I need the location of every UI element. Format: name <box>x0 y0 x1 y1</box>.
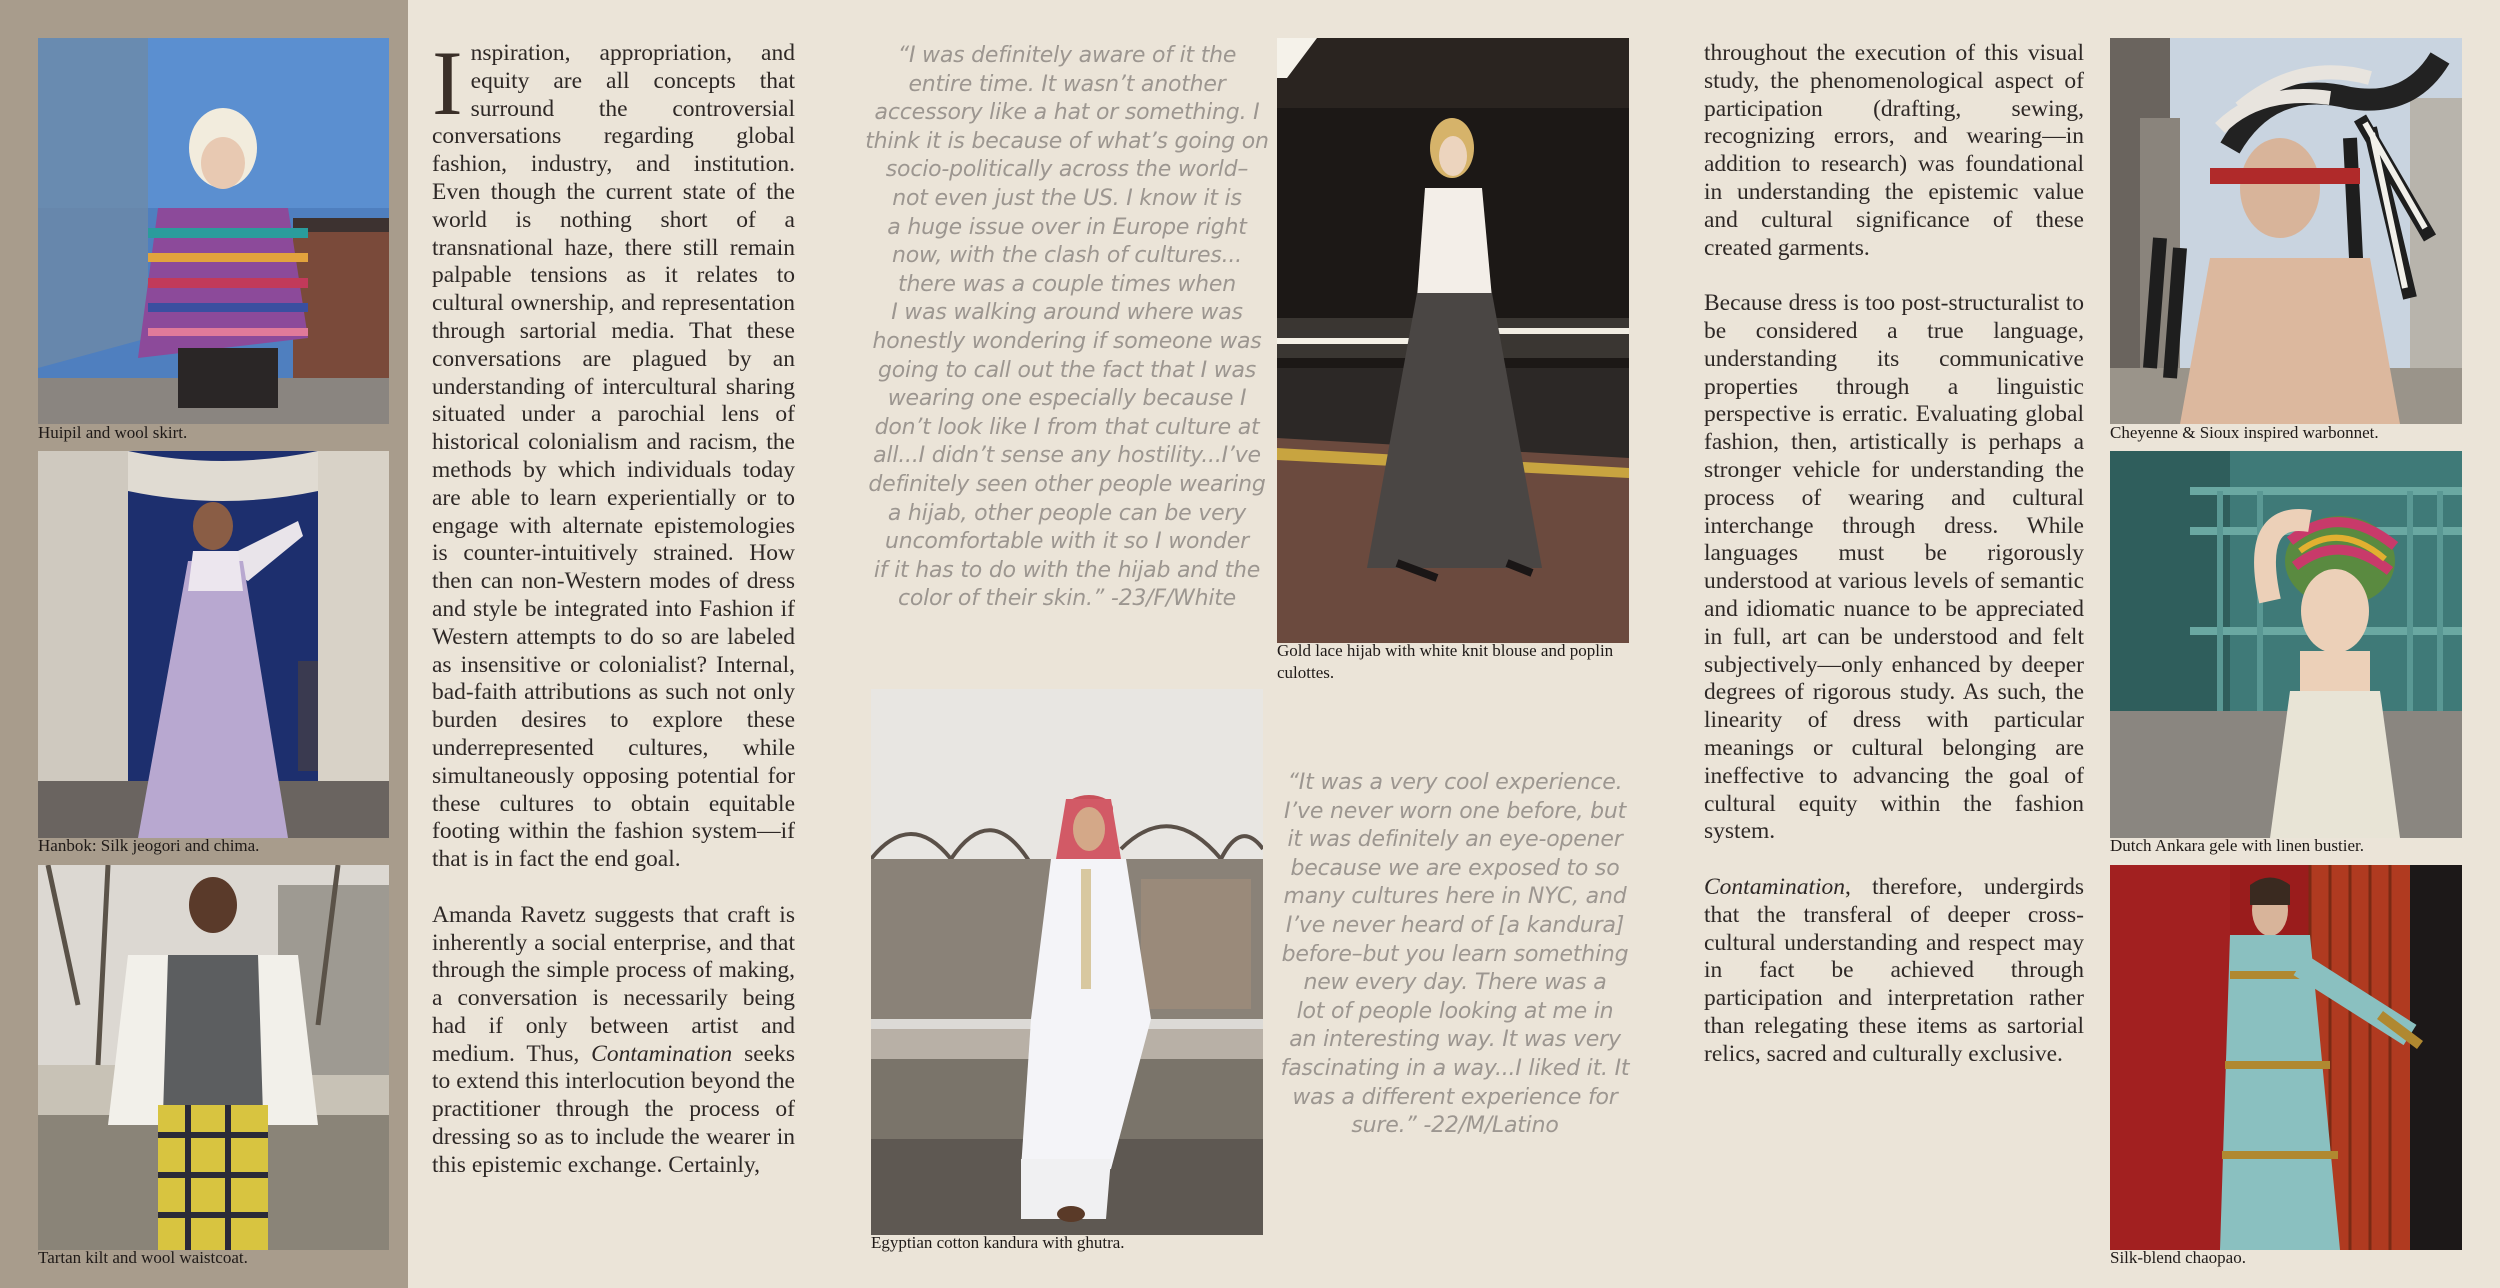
essay-paragraph: Because dress is too post-structuralist to be considered a true language, understanding its communicative properties through a linguistic perspective is erratic. Evaluating global fashion, then, artistically is perhaps a stronger vehicle for understanding the process of wearing and cultural interchange through dress. While languages must be rigorously understood at various levels of semantic and idiomatic nuance to be appreciated in full, art can be understood and felt subjectively—only enhanced by deeper degrees of rigorous study. As such, the linearity of dress with particular meanings or cultural belonging are ineffective to advancing the goal of cultural equity within the fashion system. <box>1704 290 2084 845</box>
quote-line: I was walking around where was <box>891 300 1243 326</box>
quote-line: fascinating in a way...I liked it. It <box>1280 1055 1630 1081</box>
photo-chaopao <box>2110 865 2462 1250</box>
essay-paragraph-1-text: nspiration, appropriation, and equity are all concepts that surround the controversial conversations regarding global fashion, industry, and institution. Even though the current state of the world is nothing short of a transnational haze, there still remain palpable tensions as it relates to cultural ownership, and representation through sartorial media. That these conversations are plagued by an understanding of intercultural sharing situated under a parochial lens of historical colonialism and racism, the methods by which individuals today are able to learn experientially or to engage with alternate epistemologies is counter-intuitively strained. How then can non-Western modes of dress and style be integrated into Fashion if Western attempts to do so are labeled as insensitive or colonialist? Internal, bad-faith attributions as such not only burden desires to explore these underrepresented cultures, while simultaneously opposing potential for these cultures to obtain equitable footing within the fashion system—if that is in fact the end goal. <box>432 40 795 873</box>
essay-paragraph: throughout the execution of this visual study, the phenomenological aspect of participation (drafting, sewing, recognizing errors, and wearing—in addition to research) was foundational in understanding the epistemic value and cultural significance of these created garments. <box>1704 40 2084 261</box>
quote-line: definitely seen other people wearing <box>868 471 1266 497</box>
quote-line: lot of people looking at me in <box>1296 998 1614 1024</box>
quote-line: many cultures here in NYC, and <box>1283 884 1627 910</box>
quote-line: “It was a very cool experience. <box>1287 770 1623 795</box>
quote-line: an interesting way. It was very <box>1289 1027 1621 1053</box>
quote-line: I’ve never heard of [a kandura] <box>1285 912 1625 938</box>
caption-warbonnet: Cheyenne & Sioux inspired warbonnet. <box>2110 423 2379 442</box>
quote-line: accessory like a hat or something. I <box>874 100 1260 126</box>
quote-line: if it has to do with the hijab and the <box>873 557 1261 583</box>
photo-huipil <box>38 38 389 424</box>
quote-line: uncomfortable with it so I wonder <box>885 529 1249 555</box>
quote-hijab-wearer <box>862 42 1272 614</box>
quote-line: a huge issue over in Europe right <box>887 214 1247 240</box>
quote-line: all...I didn’t sense any hostility...I’ve <box>873 443 1261 469</box>
quote-line: wearing one especially because I <box>887 386 1247 412</box>
quote-line: because we are exposed to so <box>1290 855 1620 881</box>
caption-gele: Dutch Ankara gele with linen bustier. <box>2110 836 2364 855</box>
quote-line: a hijab, other people can be very <box>887 500 1247 526</box>
quote-line: color of their skin.” -23/F/White <box>897 586 1237 612</box>
quote-line: it was definitely an eye-opener <box>1287 827 1623 853</box>
essay-paragraph <box>432 32 795 874</box>
photo-hijab <box>1277 38 1629 643</box>
quote-kandura-wearer <box>1275 769 1635 1141</box>
quote-line: sure.” -22/M/Latino <box>1351 1113 1559 1139</box>
essay-paragraph <box>432 902 795 1180</box>
photo-kandura <box>871 689 1263 1235</box>
quote-line: I’ve never worn one before, but <box>1283 798 1627 824</box>
essay-column-3 <box>1704 40 2084 1068</box>
essay-text: Amanda Ravetz suggests that craft is inherently a social enterprise, and that through the simple process of making, a conversation is necessarily being had if only between artist and medium. Thus, <box>432 901 795 1067</box>
essay-text: seeks to extend this interlocution beyond the practitioner through the process of dressing so as to include the wearer in this epistemic exchange. Certainly, <box>432 1040 796 1178</box>
photo-warbonnet <box>2110 38 2462 424</box>
quote-line: was a different experience for <box>1292 1084 1618 1110</box>
quote-line: don’t look like I from that culture at <box>874 414 1260 440</box>
photo-tartan <box>38 865 389 1250</box>
caption-chaopao: Silk-blend chaopao. <box>2110 1248 2246 1267</box>
caption-hanbok: Hanbok: Silk jeogori and chima. <box>38 836 260 855</box>
essay-paragraph <box>1704 874 2084 1069</box>
caption-kandura: Egyptian cotton kandura with ghutra. <box>871 1233 1125 1252</box>
quote-line: now, with the clash of cultures... <box>892 243 1242 269</box>
essay-column-1 <box>432 32 796 1180</box>
quote-line: honestly wondering if someone was <box>872 328 1262 354</box>
quote-line: new every day. There was a <box>1303 970 1607 996</box>
contamination-title: Contamination <box>591 1040 733 1067</box>
essay-text: , therefore, undergirds that the transferal of deeper cross-cultural understanding and respect may in fact be achieved through participation and interpretation rather than relegating these items as sartorial relics, sacred and culturally exclusive. <box>1704 873 2084 1067</box>
caption-huipil: Huipil and wool skirt. <box>38 423 188 442</box>
caption-hijab: Gold lace hijab with white knit blouse and poplin culottes. <box>1277 641 1614 682</box>
caption-tartan: Tartan kilt and wool waistcoat. <box>38 1248 248 1267</box>
quote-line: “I was definitely aware of it the <box>897 43 1237 68</box>
quote-line: socio-politically across the world– <box>885 157 1249 183</box>
quote-line: going to call out the fact that I was <box>877 357 1257 383</box>
quote-line: before–but you learn something <box>1281 941 1629 967</box>
dropcap: I <box>432 32 463 134</box>
quote-line: not even just the US. I know it is <box>892 185 1242 211</box>
photo-hanbok <box>38 451 389 838</box>
photo-gele <box>2110 451 2462 838</box>
contamination-title: Contamination <box>1704 873 1846 900</box>
quote-line: think it is because of what’s going on <box>865 128 1269 154</box>
quote-line: there was a couple times when <box>898 271 1236 297</box>
quote-line: entire time. It wasn’t another <box>908 71 1226 97</box>
